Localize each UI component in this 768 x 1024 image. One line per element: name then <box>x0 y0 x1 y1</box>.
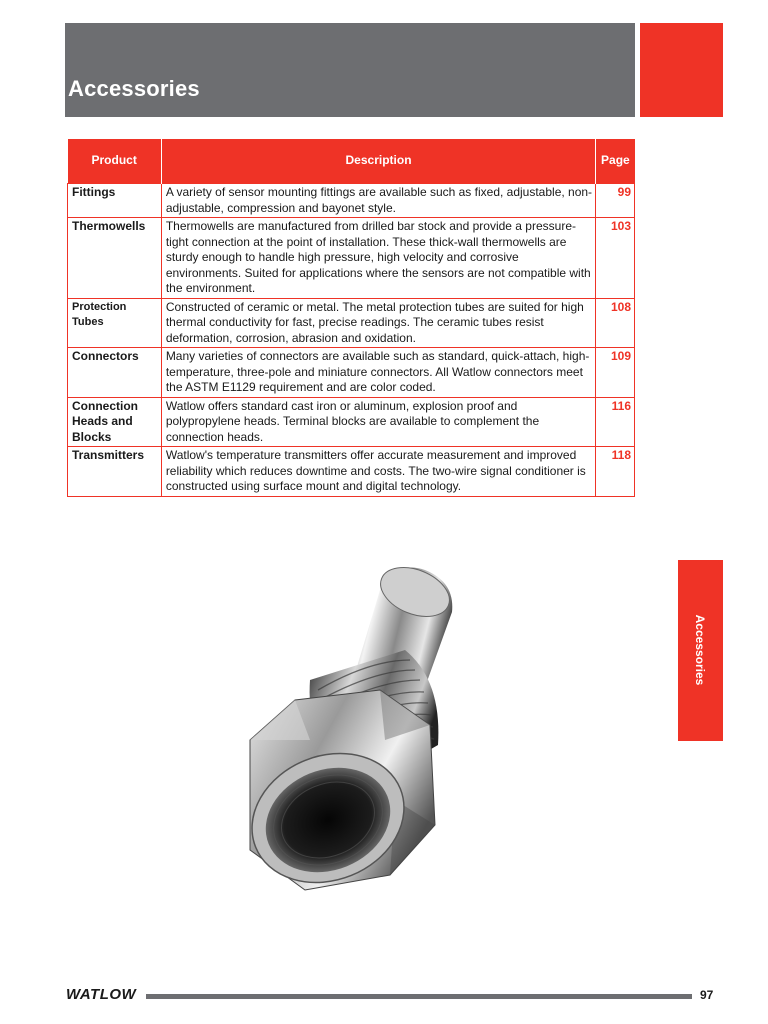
accessories-table <box>67 139 635 497</box>
table-header-row <box>68 139 635 184</box>
product-cell: Thermowells <box>68 218 162 299</box>
description-cell: Watlow offers standard cast iron or aluminum, explosion proof and polypropylene heads. Terminal blocks are available to complement the connection heads. <box>161 397 595 447</box>
description-cell: Watlow's temperature transmitters offer accurate measurement and improved reliability which reduces downtime and costs. The two-wire signal conditioner is constructed using surface mount and digital technology. <box>161 447 595 497</box>
product-cell: Transmitters <box>68 447 162 497</box>
page-number: 97 <box>700 988 714 1002</box>
table-row <box>68 184 635 218</box>
table-row <box>68 397 635 447</box>
footer-rule <box>146 994 692 999</box>
description-cell: A variety of sensor mounting fittings are available such as fixed, adjustable, non-adjustable, compression and bayonet style. <box>161 184 595 218</box>
product-cell: Protection Tubes <box>68 298 162 348</box>
side-tab-label: Accessories <box>693 614 707 686</box>
product-cell: Connection Heads and Blocks <box>68 397 162 447</box>
product-cell: Fittings <box>68 184 162 218</box>
description-cell: Thermowells are manufactured from drilled bar stock and provide a pressure-tight connection at the point of installation. These thick-wall thermowells are sturdy enough to handle high pressure, high velocity and corrosive environments. Suited for applications where the sensors are not compatible with the environment. <box>161 218 595 299</box>
section-side-tab[interactable] <box>678 560 723 741</box>
product-cell: Connectors <box>68 348 162 398</box>
description-cell: Many varieties of connectors are available such as standard, quick-attach, high-temperature, three-pole and miniature connectors. All Watlow connectors meet the ASTM E1129 requirement and are color coded. <box>161 348 595 398</box>
column-header-description: Description <box>161 139 595 184</box>
table-row <box>68 447 635 497</box>
header-band <box>65 23 635 117</box>
header-accent-block <box>640 23 723 117</box>
page-title: Accessories <box>68 76 200 101</box>
page-link[interactable]: 118 <box>596 447 635 497</box>
column-header-page: Page <box>596 139 635 184</box>
thermowell-product-photo <box>210 540 500 920</box>
page-link[interactable]: 116 <box>596 397 635 447</box>
watlow-logo: WATLOW <box>66 986 137 1003</box>
column-header-product: Product <box>68 139 162 184</box>
page-link[interactable]: 109 <box>596 348 635 398</box>
page-link[interactable]: 108 <box>596 298 635 348</box>
page-link[interactable]: 99 <box>596 184 635 218</box>
table-row <box>68 218 635 299</box>
table-row <box>68 348 635 398</box>
description-cell: Constructed of ceramic or metal. The metal protection tubes are suited for high thermal conductivity for fast, precise readings. The ceramic tubes resist deformation, corrosion, abrasion and oxidation. <box>161 298 595 348</box>
table-row <box>68 298 635 348</box>
page-link[interactable]: 103 <box>596 218 635 299</box>
